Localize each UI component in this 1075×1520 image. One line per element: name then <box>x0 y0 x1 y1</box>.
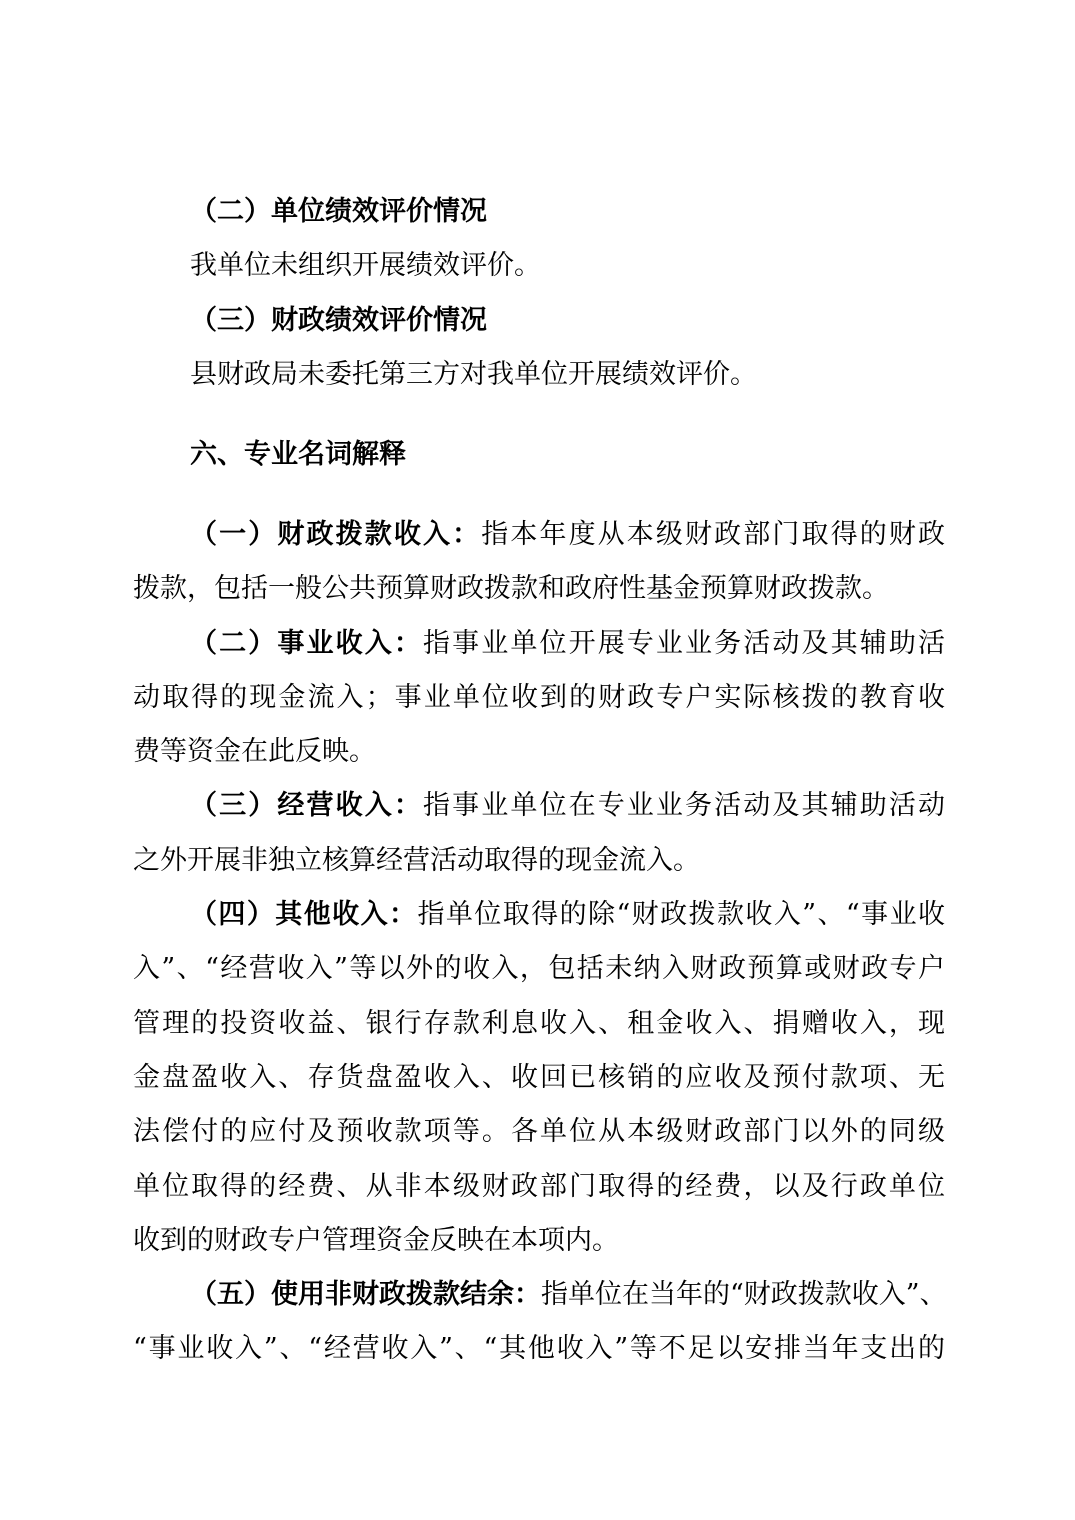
term-line <box>133 1051 945 1105</box>
term-title: （一）财政拨款收入： <box>190 519 482 550</box>
term-title: （三）经营收入： <box>190 790 423 822</box>
term-title: （二）事业收入： <box>190 627 423 659</box>
term-line <box>133 1268 945 1322</box>
term-text: 指事业单位开展专业业务活动及其辅助活 <box>422 627 946 659</box>
term-text: 之外开展非独立核算经营活动取得的现金流入。 <box>133 844 700 876</box>
term-line <box>133 508 945 562</box>
section-text: 县财政局未委托第三方对我单位开展绩效评价。 <box>190 358 757 390</box>
term-line <box>133 888 945 942</box>
term-line <box>133 671 945 725</box>
term-title: （五）使用非财政拨款结余： <box>190 1279 541 1311</box>
chapter-heading: 六、专业名词解释 <box>190 439 406 470</box>
term-line <box>133 562 945 616</box>
term-text: “事业收入”、“经营收入”、“其他收入”等不足以安排当年支出的 <box>133 1333 945 1365</box>
term-text: 指单位取得的除“财政拨款收入”、“事业收 <box>417 899 945 931</box>
term-text: 金盘盈收入、存货盘盈收入、收回已核销的应收及预付款项、无 <box>133 1061 945 1093</box>
term-definitions <box>133 508 945 1377</box>
term-line <box>133 1105 945 1159</box>
term-line <box>133 834 945 888</box>
term-line <box>133 779 945 833</box>
term-text: 收到的财政专户管理资金反映在本项内。 <box>133 1224 619 1256</box>
term-text: 单位取得的经费、从非本级财政部门取得的经费，以及行政单位 <box>133 1170 945 1202</box>
term-line <box>133 1214 945 1268</box>
term-paragraph <box>133 617 945 780</box>
term-paragraph <box>133 779 945 888</box>
chapter-heading-wrap <box>133 428 945 482</box>
section-heading: （三）财政绩效评价情况 <box>190 304 487 336</box>
term-text: 拨款，包括一般公共预算财政拨款和政府性基金预算财政拨款。 <box>133 573 889 605</box>
term-text: 动取得的现金流入；事业单位收到的财政专户实际核拨的教育收 <box>133 681 945 713</box>
term-text: 入”、“经营收入”等以外的收入，包括未纳入财政预算或财政专户 <box>133 953 945 985</box>
section-heading: （二）单位绩效评价情况 <box>190 196 487 227</box>
term-text: 指本年度从本级财政部门取得的财政 <box>481 519 946 550</box>
term-text: 管理的投资收益、银行存款利息收入、租金收入、捐赠收入，现 <box>133 1007 945 1039</box>
term-line <box>133 942 945 996</box>
term-line <box>133 725 945 779</box>
term-paragraph <box>133 1268 945 1377</box>
section-text: 我单位未组织开展绩效评价。 <box>190 250 541 282</box>
term-paragraph <box>133 508 945 617</box>
term-text: 法偿付的应付及预收款项等。各单位从本级财政部门以外的同级 <box>133 1116 945 1148</box>
term-text: 指事业单位在专业业务活动及其辅助活动 <box>422 790 946 822</box>
term-line <box>133 1322 945 1376</box>
term-line <box>133 1160 945 1214</box>
term-text: 费等资金在此反映。 <box>133 736 376 768</box>
term-line <box>133 997 945 1051</box>
term-text: 指单位在当年的“财政拨款收入”、 <box>541 1279 947 1311</box>
term-paragraph <box>133 888 945 1268</box>
term-title: （四）其他收入： <box>190 899 418 931</box>
term-line <box>133 617 945 671</box>
section-unit-evaluation <box>133 185 945 402</box>
